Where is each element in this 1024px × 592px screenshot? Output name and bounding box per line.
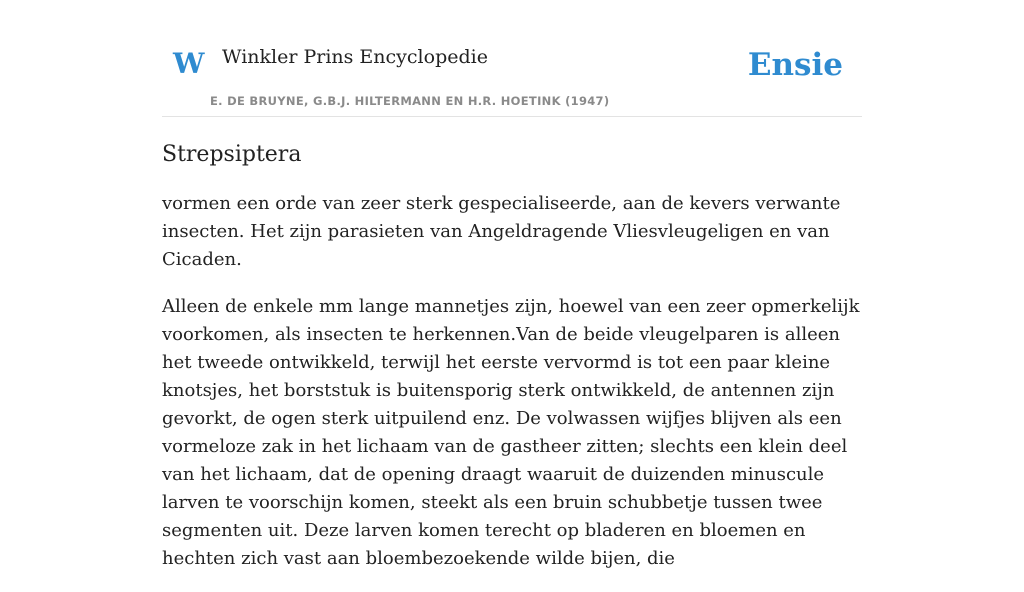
source-title[interactable]: Winkler Prins Encyclopedie [222, 46, 488, 68]
article-paragraph: Alleen de enkele mm lange mannetjes zijn, hoewel van een zeer opmerkelijk voorkomen, als insecten te herkennen.Van de beide vleugelparen is alleen het tweede ontwikkeld, terwijl het eerste vervormd is tot een paar kleine knotsjes, het borststuk is buitensporig sterk ontwikkeld, de antennen zijn gevorkt, de ogen sterk uitpuilend enz. De volwassen wijfjes blijven als een vormeloze zak in het lichaam van de gastheer zitten; slechts een klein deel van het lichaam, dat de opening draagt waaruit de duizenden minuscule larven te voorschijn komen, steekt als een bruin schubbetje tussen twee segmenten uit. Deze larven komen terecht op bladeren en bloemen en hechten zich vast aan bloembezoekende wilde bijen, die [162, 295, 860, 569]
source-authors: E. DE BRUYNE, G.B.J. HILTERMANN EN H.R. HOETINK (1947) [210, 94, 610, 108]
source-header [162, 0, 862, 117]
winkler-prins-logo[interactable]: W [173, 47, 205, 80]
article [162, 140, 867, 592]
article-paragraph: vormen een orde van zeer sterk gespecialiseerde, aan de kevers verwante insecten. Het zijn parasieten van Angeldragende Vliesvleugeligen en van Cicaden. [162, 192, 841, 270]
ensie-logo-link[interactable]: Ensie [747, 47, 843, 83]
article-title: Strepsiptera [162, 142, 302, 167]
